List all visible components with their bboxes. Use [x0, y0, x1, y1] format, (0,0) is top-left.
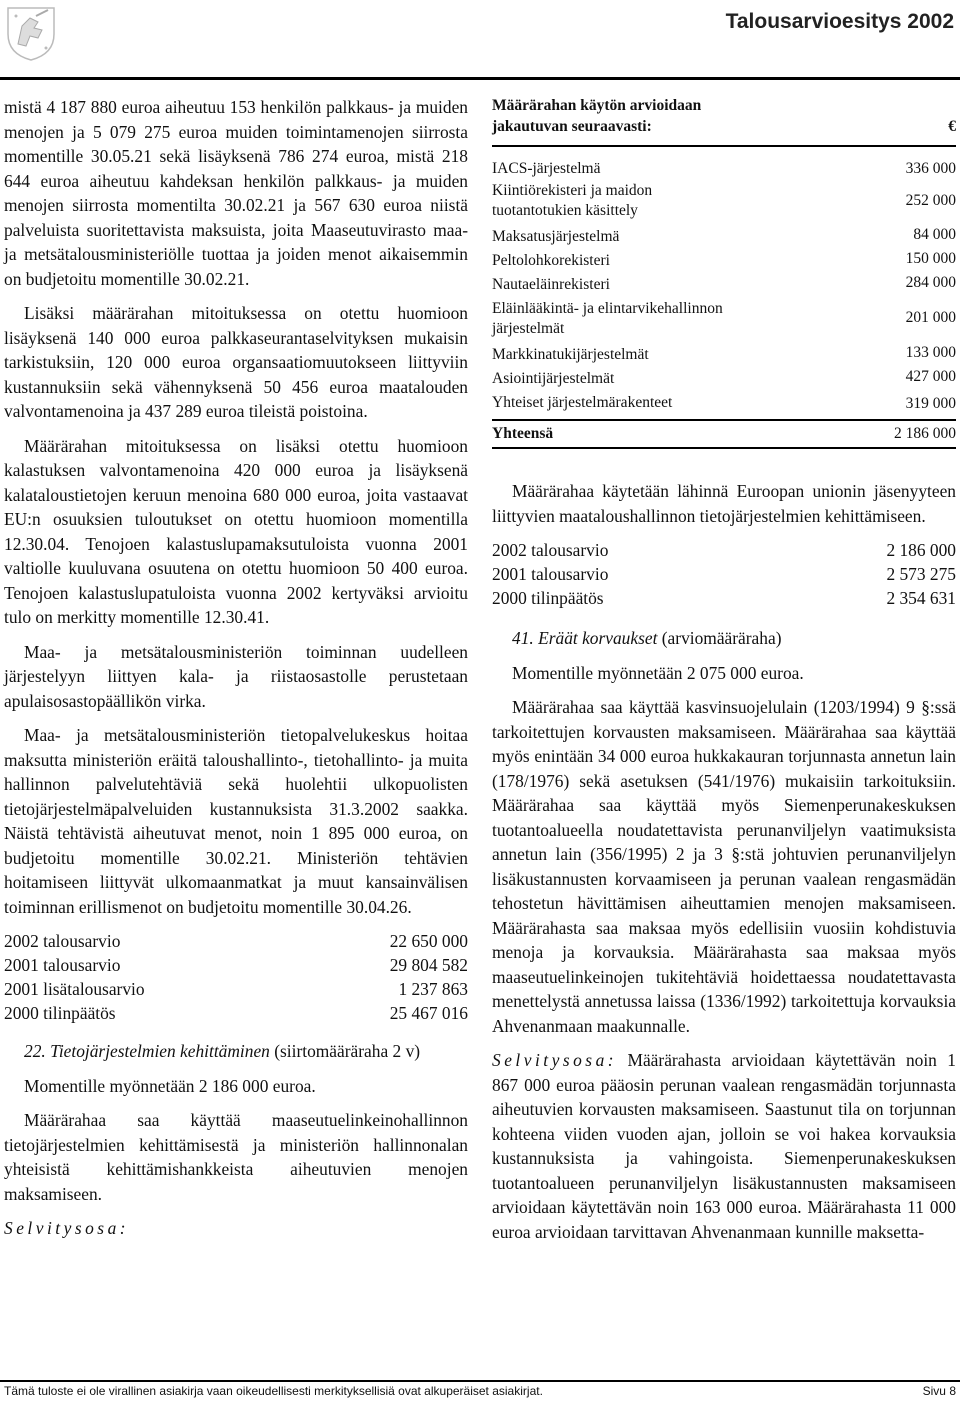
- body-paragraph: Määrärahan mitoituksessa on lisäksi otettu huomioon kalastuksen valvontamenoina 420 000 euroa ja lisäyksenä kalataloustietojen keruun menoina 680 000 euroa, joita vastaavat EU:n osuuksien tuloutukset on otettu huomioon momentilla 12.30.04. Tenojoen kalastuslupamaksutuloista vuonna 2001 valtiolle kuuluvana osuutena on otettu huomioon 50 400 euroa. Tenojoen kalastuslupatuloista vuonna 2002 kertyväksi arvioitu tulo on merkitty momentille 12.30.41.: [4, 435, 468, 627]
- body-paragraph: Lisäksi määrärahan mitoituksessa on otettu huomioon lisäyksenä 140 000 euroa palkkaseurantaselvityksen mukaisin tarkistuksiin, 120 000 euroa organsaatiomuutokseen liittyviin kustannuksiin sekä vähennyksenä 50 456 euroa maatalouden valvontamenoina ja 437 289 euroa tileistä poistoina.: [4, 303, 468, 421]
- body-paragraph: Määrärahaa käytetään lähinnä Euroopan unionin jäsenyyteen liittyvien maataloushallinnon tietojärjestelmien kehittämiseen.: [492, 481, 956, 526]
- body-paragraph: Maa- ja metsätalousministeriön tietopalvelukeskus hoitaa maksutta ministeriön eräitä taloushallinto-, tietohallinto- ja muita hallinnon palvelutehtäviä sekä huolehtii ulkopuolisten tietojärjestelmäpalveluiden kustannuksista 31.3.2002 saakka. Näistä tehtävistä aiheutuvat menot, noin 1 895 000 euroa, on budjetoitu momentille 30.02.21. Ministeriön tehtävien hoitamiseen liittyvät ulkomaanmatkat ja muut kansainvälisen toiminnan erillismenot on budjetoitu momentille 30.04.26.: [4, 725, 468, 917]
- right-column: [492, 95, 956, 1254]
- allocation-title: Määrärahan käytön arvioidaan jakautuvan seuraavasti:: [492, 95, 846, 146]
- allocation-label: Asiointijärjestelmät: [492, 370, 615, 387]
- explanation-paragraph: [492, 1048, 956, 1244]
- figure-value: 29 804 582: [389, 955, 468, 975]
- allocation-label: IACS-järjestelmä: [492, 160, 601, 177]
- allocation-value: 336 000: [905, 160, 956, 177]
- page-header: [0, 0, 960, 86]
- section-heading-41: [492, 626, 956, 651]
- table-row: [492, 389, 956, 420]
- table-row: [492, 179, 956, 223]
- page-footer: [4, 1384, 956, 1398]
- section-type: (arviomääräraha): [661, 628, 782, 648]
- table-row: [492, 295, 956, 341]
- section-title: Eräät korvaukset: [538, 628, 658, 648]
- table-row: [4, 929, 468, 953]
- table-row: [4, 977, 468, 1001]
- explanation-text: Määrärahasta arvioidaan käytettävän noin 1 867 000 euroa pääosin perunan vaalean rengasmädän torjunnasta aiheutuvien korvausten maksamiseen. Saastunut tila on torjunnan kohteena viiden vuoden ajan, jolloin se voi hakea korvauksia kustannuksista ja vahingoista. Siemenperunakeskuksen tuotantoalueen perunanviljelyn lisäkustannusten maksamiseen arvioidaan käytettävän noin 163 000 euroa. Määrärahasta 11 000 euroa arvioidaan tarvittavan Ahvenanmaan kunnille maksetta-: [492, 1050, 956, 1242]
- allocation-value: 84 000: [913, 226, 956, 243]
- table-row: [492, 247, 956, 271]
- figure-value: 2 573 275: [886, 564, 956, 584]
- budget-figures-table: [4, 929, 468, 1025]
- allocation-label: Maksatusjärjestelmä: [492, 228, 620, 245]
- allocation-table: [492, 95, 956, 449]
- table-row: [492, 365, 956, 389]
- explanation-heading: Selvitysosa:: [4, 1218, 130, 1238]
- section-title: Tietojärjestelmien kehittäminen: [50, 1041, 270, 1061]
- allocation-value: 284 000: [905, 274, 956, 291]
- allocation-value: 319 000: [905, 395, 956, 412]
- total-label: Yhteensä: [492, 420, 846, 448]
- figure-label: 2001 lisätalousarvio: [4, 979, 145, 999]
- allocation-value: 252 000: [905, 192, 956, 209]
- table-row: [492, 223, 956, 247]
- allocation-total-row: [492, 420, 956, 448]
- table-row: [4, 953, 468, 977]
- figure-label: 2000 tilinpäätös: [492, 588, 604, 608]
- figure-value: 1 237 863: [398, 979, 468, 999]
- allocation-label: Kiintiörekisteri ja maidon tuotantotukien käsittely: [492, 182, 653, 219]
- section-number: 22.: [24, 1041, 46, 1061]
- allocation-label: Eläinlääkintä- ja elintarvikehallinnon järjestelmät: [492, 300, 723, 337]
- allocation-label: Yhteiset järjestelmärakenteet: [492, 394, 673, 411]
- explanation-heading: Selvitysosa:: [492, 1050, 618, 1070]
- allocation-label: Nautaeläinrekisteri: [492, 276, 610, 293]
- table-row: [492, 271, 956, 295]
- currency-unit: €: [846, 95, 956, 146]
- table-row: [492, 586, 956, 610]
- body-paragraph: Määrärahaa saa käyttää maaseutuelinkeinohallinnon tietojärjestelmien kehittämisestä ja ministeriön hallinnonalan yhteisistä kehittämishankkeista aiheutuvien menojen maksamiseen.: [4, 1110, 468, 1204]
- figure-label: 2002 talousarvio: [4, 931, 121, 951]
- footer-rule: [0, 1380, 960, 1382]
- body-paragraph: mistä 4 187 880 euroa aiheutuu 153 henkilön palkkaus- ja muiden menojen ja 5 079 275 euroa muiden toimintamenojen siirrosta momentille 30.05.21 sekä lisäyksenä 786 274 euroa, mistä 218 644 euroa aiheutuu kahdeksan henkilön palkkaus- ja muiden menojen siirrosta momentilta 30.02.21 ja 567 630 euroa niistä palveluista suoritettavista maksuista, joita Maaseutuvirasto maa- ja metsätalousministeriölle tuottaa ja joiden menot aikaisemmin on budjetoitu momentille 30.02.21.: [4, 97, 468, 289]
- allocation-value: 133 000: [905, 344, 956, 361]
- left-column: [4, 95, 468, 1251]
- total-value: 2 186 000: [846, 420, 956, 448]
- figure-label: 2001 talousarvio: [4, 955, 121, 975]
- table-row: [492, 562, 956, 586]
- allocation-label: Markkinatukijärjestelmät: [492, 346, 649, 363]
- figure-value: 2 354 631: [886, 588, 956, 608]
- table-row: [492, 159, 956, 179]
- body-paragraph: Momentille myönnetään 2 075 000 euroa.: [512, 662, 804, 683]
- allocation-value: 427 000: [905, 368, 956, 385]
- figure-label: 2002 talousarvio: [492, 540, 609, 560]
- page-number: Sivu 8: [922, 1384, 956, 1398]
- allocation-header: [492, 95, 956, 146]
- budget-figures-table: [492, 538, 956, 610]
- figure-label: 2001 talousarvio: [492, 564, 609, 584]
- figure-value: 25 467 016: [389, 1003, 468, 1023]
- header-title: Talousarvioesitys 2002: [725, 10, 954, 33]
- allocation-value: 150 000: [905, 250, 956, 267]
- figure-label: 2000 tilinpäätös: [4, 1003, 116, 1023]
- allocation-label: Peltolohkorekisteri: [492, 252, 610, 269]
- section-heading-22: [4, 1039, 468, 1064]
- table-row: [4, 1001, 468, 1025]
- footer-disclaimer: Tämä tuloste ei ole virallinen asiakirja vaan oikeudellisesti merkityksellisiä ovat alkuperäiset asiakirjat.: [4, 1384, 543, 1398]
- body-paragraph: Maa- ja metsätalousministeriön toiminnan uudelleen järjestelyyn liittyen kala- ja riistaosastolle perustetaan apulaisosastopäällikön virka.: [4, 641, 468, 711]
- section-type: (siirtomääräraha 2 v): [274, 1041, 421, 1061]
- coat-of-arms-icon: [4, 4, 58, 62]
- body-paragraph: Määrärahaa saa käyttää kasvinsuojelulain (1203/1994) 9 §:ssä tarkoitettujen korvausten maksamiseen. Määrärahaa saa käyttää myös enintään 34 000 euroa hukkakauran torjunnasta annetun lain (178/1976) sekä asetuksen (541/1976) mukaisiin tarkoituksiin. Määrärahaa saa käyttää myös Siemenperunakeskuksen tuotantoalueella noudatettavista perunanviljelyn vaatimuksista annetun lain (356/1995) 2 ja 3 §:stä johtuvien perunanviljelyn lisäkustannusten korvaamiseen ja perunan vaalean rengasmädän tehostetun hävittämisen aiheuttamien menojen maksamiseen. Määrärahasta saa maksaa myös edellisiin vuosiin kohdistuvia menoja ja korvauksia. Määrärahasta saa maksaa myös maaseutuelinkeinojen tukitehtäviä hoidettaessa noudatettavasta menettelystä annetussa laissa (1336/1992) tarkoitettuja korvauksia Ahvenanmaan maakunnalle.: [492, 697, 956, 1036]
- table-row: [492, 341, 956, 365]
- figure-value: 2 186 000: [886, 540, 956, 560]
- body-paragraph: Momentille myönnetään 2 186 000 euroa.: [24, 1075, 316, 1096]
- allocation-value: 201 000: [905, 309, 956, 326]
- figure-value: 22 650 000: [389, 931, 468, 951]
- table-row: [492, 538, 956, 562]
- section-number: 41.: [512, 628, 534, 648]
- header-rule: [0, 77, 960, 80]
